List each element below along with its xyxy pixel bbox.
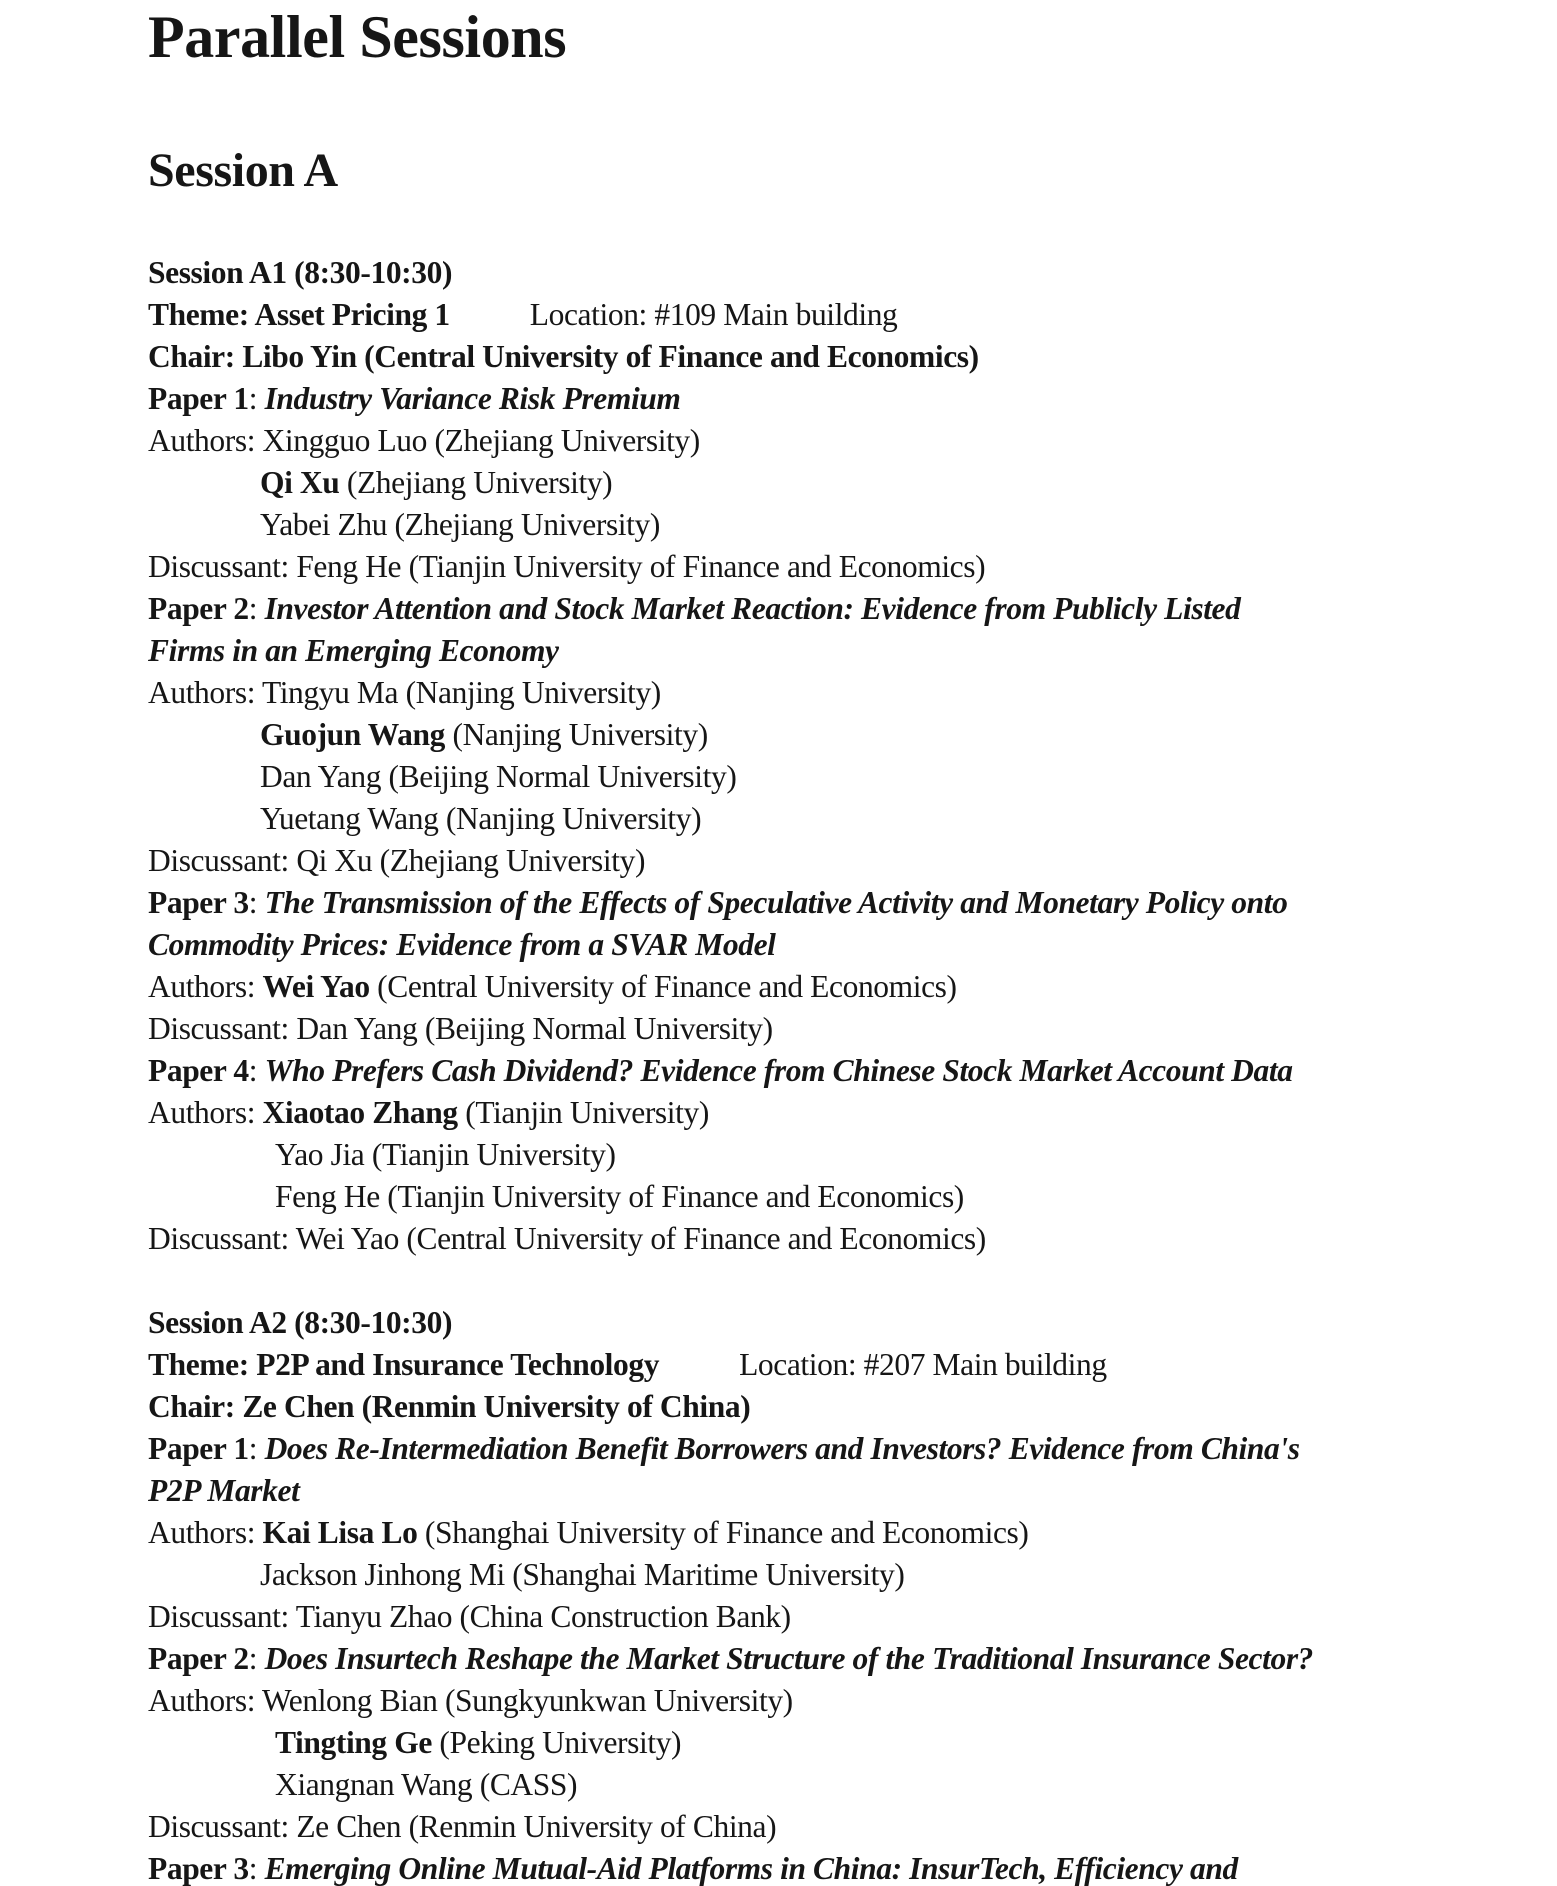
paper-title-line bbox=[148, 882, 1557, 924]
text-run: Investor Attention and Stock Market Reaction: Evidence from Publicly Listed bbox=[264, 591, 1241, 626]
text-run: Yuetang Wang (Nanjing University) bbox=[260, 801, 702, 836]
text-run: Authors: bbox=[148, 1095, 263, 1130]
text-run: Does Re-Intermediation Benefit Borrowers and Investors? Evidence from China's bbox=[264, 1431, 1300, 1466]
text-run: Theme: Asset Pricing 1 bbox=[148, 297, 450, 332]
paper-title-line bbox=[148, 378, 1557, 420]
text-run: Authors: bbox=[148, 969, 263, 1004]
authors-line bbox=[148, 966, 1557, 1008]
theme-location-line bbox=[148, 1344, 1557, 1386]
text-run: Paper 4 bbox=[148, 1053, 249, 1088]
author-line bbox=[148, 1722, 1557, 1764]
text-run: Authors: Wenlong Bian (Sungkyunkwan University) bbox=[148, 1683, 793, 1718]
discussant-line bbox=[148, 840, 1557, 882]
authors-line bbox=[148, 1092, 1557, 1134]
discussant-line bbox=[148, 1008, 1557, 1050]
paper-title-continuation-line bbox=[148, 924, 1557, 966]
text-run: Tingting Ge bbox=[275, 1725, 432, 1760]
text-run: : bbox=[248, 1851, 265, 1886]
authors-line bbox=[148, 672, 1557, 714]
author-line bbox=[148, 1134, 1557, 1176]
text-run: Qi Xu bbox=[260, 465, 340, 500]
text-run: : bbox=[248, 381, 265, 416]
text-run: Session A2 (8:30-10:30) bbox=[148, 1305, 453, 1340]
text-run: (Peking University) bbox=[431, 1725, 682, 1760]
author-line bbox=[148, 1176, 1557, 1218]
text-run: Authors: Tingyu Ma (Nanjing University) bbox=[148, 675, 661, 710]
text-run: : bbox=[248, 885, 265, 920]
session-heading-line bbox=[148, 252, 1557, 294]
paper-title-continuation-line bbox=[148, 630, 1557, 672]
author-line bbox=[148, 798, 1557, 840]
discussant-line bbox=[148, 546, 1557, 588]
author-line bbox=[148, 462, 1557, 504]
paper-title-line bbox=[148, 1848, 1557, 1886]
paper-title-line bbox=[148, 1638, 1557, 1680]
discussant-line bbox=[148, 1596, 1557, 1638]
text-run: Industry Variance Risk Premium bbox=[264, 381, 681, 416]
text-run: : bbox=[248, 591, 265, 626]
theme-location-line bbox=[148, 294, 1557, 336]
text-run: Location: #207 Main building bbox=[739, 1347, 1107, 1382]
section-heading: Session A bbox=[148, 144, 338, 197]
text-run: Does Insurtech Reshape the Market Structure of the Traditional Insurance Sector? bbox=[264, 1641, 1314, 1676]
chair-line bbox=[148, 1386, 1557, 1428]
authors-line bbox=[148, 1680, 1557, 1722]
text-run: (Tianjin University) bbox=[457, 1095, 709, 1130]
text-run: Paper 2 bbox=[148, 591, 249, 626]
text-run: Emerging Online Mutual-Aid Platforms in China: InsurTech, Efficiency and bbox=[264, 1851, 1238, 1886]
text-run: Discussant: Ze Chen (Renmin University of China) bbox=[148, 1809, 777, 1844]
author-line bbox=[148, 714, 1557, 756]
page-title: Parallel Sessions bbox=[148, 4, 567, 70]
text-run: (Central University of Finance and Economics) bbox=[369, 969, 957, 1004]
text-run: Paper 3 bbox=[148, 1851, 249, 1886]
text-run: Guojun Wang bbox=[260, 717, 445, 752]
text-run: Discussant: Tianyu Zhao (China Construction Bank) bbox=[148, 1599, 791, 1634]
text-run: Yabei Zhu (Zhejiang University) bbox=[260, 507, 660, 542]
text-run: (Zhejiang University) bbox=[339, 465, 613, 500]
paper-title-continuation-line bbox=[148, 1470, 1557, 1512]
sessions-container bbox=[148, 252, 1557, 1886]
authors-line bbox=[148, 420, 1557, 462]
text-run: Feng He (Tianjin University of Finance and Economics) bbox=[275, 1179, 964, 1214]
text-run: Discussant: Qi Xu (Zhejiang University) bbox=[148, 843, 646, 878]
text-run: Authors: bbox=[148, 1515, 263, 1550]
text-run: Who Prefers Cash Dividend? Evidence from Chinese Stock Market Account Data bbox=[264, 1053, 1293, 1088]
text-run: Commodity Prices: Evidence from a SVAR Model bbox=[148, 927, 776, 962]
text-run: Xiaotao Zhang bbox=[262, 1095, 458, 1130]
text-run: : bbox=[248, 1641, 265, 1676]
session-heading-line bbox=[148, 1302, 1557, 1344]
text-run: Xiangnan Wang (CASS) bbox=[275, 1767, 578, 1802]
paper-title-line bbox=[148, 1428, 1557, 1470]
text-run: Discussant: Wei Yao (Central University of Finance and Economics) bbox=[148, 1221, 986, 1256]
text-run: : bbox=[248, 1053, 265, 1088]
text-run: Session A1 (8:30-10:30) bbox=[148, 255, 453, 290]
discussant-line bbox=[148, 1218, 1557, 1260]
text-run: Theme: P2P and Insurance Technology bbox=[148, 1347, 660, 1382]
paper-title-line bbox=[148, 588, 1557, 630]
text-run: Yao Jia (Tianjin University) bbox=[275, 1137, 616, 1172]
session-block-A2 bbox=[148, 1302, 1557, 1886]
text-run: Wei Yao bbox=[262, 969, 370, 1004]
text-run: : bbox=[248, 1431, 265, 1466]
text-run: Paper 3 bbox=[148, 885, 249, 920]
text-run: Chair: Ze Chen (Renmin University of China) bbox=[148, 1389, 751, 1424]
author-line bbox=[148, 504, 1557, 546]
text-run: Kai Lisa Lo bbox=[262, 1515, 418, 1550]
text-run: Discussant: Dan Yang (Beijing Normal University) bbox=[148, 1011, 773, 1046]
session-block-A1 bbox=[148, 252, 1557, 1260]
text-run: Firms in an Emerging Economy bbox=[148, 633, 559, 668]
chair-line bbox=[148, 336, 1557, 378]
text-run: Chair: Libo Yin (Central University of Finance and Economics) bbox=[148, 339, 979, 374]
authors-line bbox=[148, 1512, 1557, 1554]
text-run: P2P Market bbox=[148, 1473, 300, 1508]
author-line bbox=[148, 756, 1557, 798]
text-run: Paper 2 bbox=[148, 1641, 249, 1676]
author-line bbox=[148, 1554, 1557, 1596]
paper-title-line bbox=[148, 1050, 1557, 1092]
text-run: (Nanjing University) bbox=[445, 717, 708, 752]
text-run: Authors: Xingguo Luo (Zhejiang University) bbox=[148, 423, 700, 458]
text-run: Paper 1 bbox=[148, 381, 249, 416]
text-run: Jackson Jinhong Mi (Shanghai Maritime University) bbox=[260, 1557, 905, 1592]
text-run: (Shanghai University of Finance and Economics) bbox=[417, 1515, 1029, 1550]
discussant-line bbox=[148, 1806, 1557, 1848]
text-run: Location: #109 Main building bbox=[529, 297, 898, 332]
author-line bbox=[148, 1764, 1557, 1806]
text-run: Discussant: Feng He (Tianjin University of Finance and Economics) bbox=[148, 549, 986, 584]
text-run: The Transmission of the Effects of Speculative Activity and Monetary Policy onto bbox=[264, 885, 1288, 920]
text-run: Paper 1 bbox=[148, 1431, 249, 1466]
text-run: Dan Yang (Beijing Normal University) bbox=[260, 759, 737, 794]
